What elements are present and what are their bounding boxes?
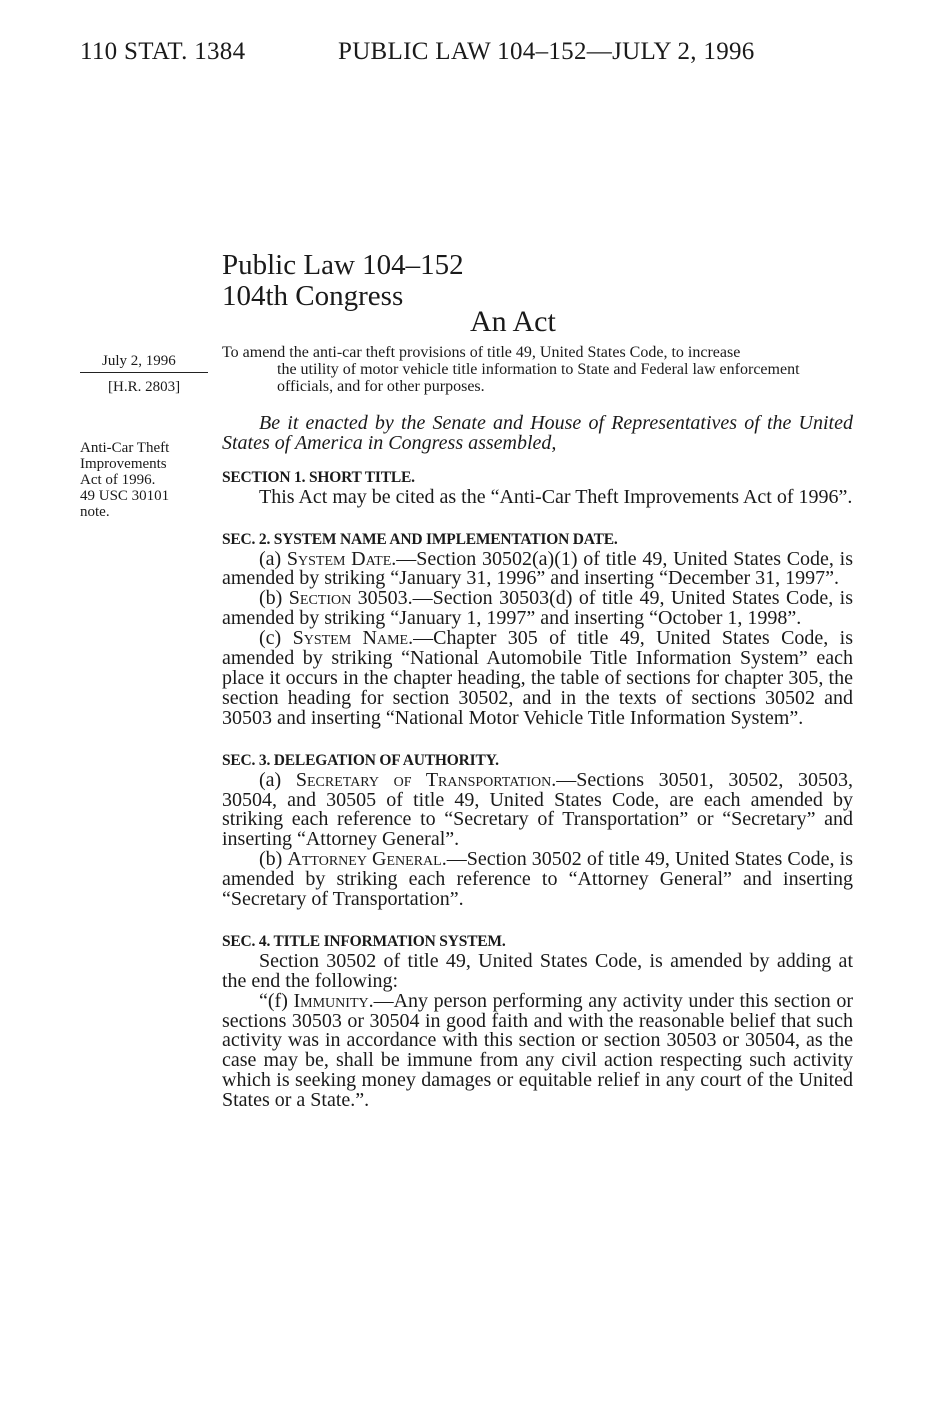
subsection-label: (b) (259, 587, 289, 610)
section-heading: SEC. 2. SYSTEM NAME AND IMPLEMENTATION DATE. (222, 530, 618, 548)
subsection-caption: Secretary of Transportation (295, 768, 552, 791)
purpose-line: To amend the anti-car theft provisions of title 49, United States Code, to increase (222, 344, 741, 361)
purpose-line: officials, and for other purposes. (277, 378, 485, 395)
subsection-text: .—Chapter 305 of title 49, United States Code, is amended by striking “National Automobile Title Information System” each place it occurs in the chapter heading, the table of sections for chapter 305, the section heading for section 30502, and in the texts of sections 30502 and 30503 and inserting “National Motor Vehicle Title Information System”. (222, 627, 854, 729)
section-text: This Act may be cited as the “Anti-Car Theft Improvements Act of 1996”. (259, 485, 853, 508)
subsection-text: .—Sections 30501, 30502, 30503, 30504, and 30505 of title 49, United States Code, are each amended by striking each reference to “Secretary of Transportation” or “Secretary” and inserting “Attorney General”. (222, 768, 853, 851)
act-body (222, 414, 853, 1111)
subsection (222, 850, 853, 910)
subsection-label: (a) (259, 547, 287, 570)
margin-short-title-note (80, 440, 169, 520)
page-citation: 110 STAT. 1384 (80, 38, 246, 65)
margin-line: 49 USC 30101 (80, 488, 170, 504)
subsection-label: (a) (259, 768, 296, 791)
subsection (222, 629, 853, 729)
margin-line: Act of 1996. (80, 472, 156, 488)
subsection (222, 547, 853, 590)
subsection (222, 989, 854, 1112)
subsection-text: .—Section 30502(a)(1) of title 49, United States Code, is amended by striking “January 31, 1996” and inserting “December 31, 1997”. (222, 547, 853, 590)
section-heading: SEC. 4. TITLE INFORMATION SYSTEM. (222, 932, 506, 950)
subsection-caption: System Name (292, 627, 409, 650)
subsection (222, 589, 853, 629)
subsection-caption: Immunity (293, 989, 369, 1012)
law-number: Public Law 104–152 (222, 249, 464, 281)
margin-line: Improvements (80, 456, 167, 472)
margin-bill-number: [H.R. 2803] (108, 379, 181, 395)
purpose-line: the utility of motor vehicle title information to State and Federal law enforcement (277, 361, 800, 378)
running-head (0, 38, 948, 78)
act-purpose (222, 344, 854, 395)
running-title: PUBLIC LAW 104–152—JULY 2, 1996 (338, 38, 755, 65)
margin-line: note. (80, 504, 110, 520)
subsection-caption: System Date (286, 547, 392, 570)
margin-line: Anti-Car Theft (80, 440, 170, 456)
enacting-clause: Be it enacted by the Senate and House of Representatives of the United States of America in Congress assembled, (222, 412, 853, 454)
law-title-block (222, 250, 464, 312)
margin-divider (80, 372, 208, 373)
congress-number: 104th Congress (222, 280, 404, 312)
subsection-text: .—Section 30502 of title 49, United States Code, is amended by striking each reference to “Attorney General” and inserting “Secretary of Transportation”. (222, 848, 853, 911)
an-act-label: An Act (470, 305, 556, 338)
subsection-text: .—Any person performing any activity under this section or sections 30503 or 30504 in good faith and with the reasonable belief that such activity was in accordance with this section or section 30503 or 30504, as the case may be, shall be immune from any civil action respecting such activity which is seeking money damages or equitable relief in any court of the United States or a State.”. (222, 989, 854, 1112)
section-heading: SEC. 3. DELEGATION OF AUTHORITY. (222, 751, 499, 769)
margin-date: July 2, 1996 (102, 353, 176, 369)
subsection-label: (c) (259, 627, 293, 650)
section-text: Section 30502 of title 49, United States Code, is amended by adding at the end the following: (222, 949, 853, 992)
subsection-text: .—Section 30503(d) of title 49, United States Code, is amended by striking “January 1, 1997” and inserting “October 1, 1998”. (222, 587, 853, 630)
subsection-caption: Section 30503 (288, 587, 408, 610)
subsection-label: “(f) (259, 989, 294, 1012)
subsection-label: (b) (259, 848, 288, 871)
subsection-caption: Attorney General (287, 848, 442, 871)
section-heading: SECTION 1. SHORT TITLE. (222, 468, 415, 486)
subsection (222, 768, 853, 851)
